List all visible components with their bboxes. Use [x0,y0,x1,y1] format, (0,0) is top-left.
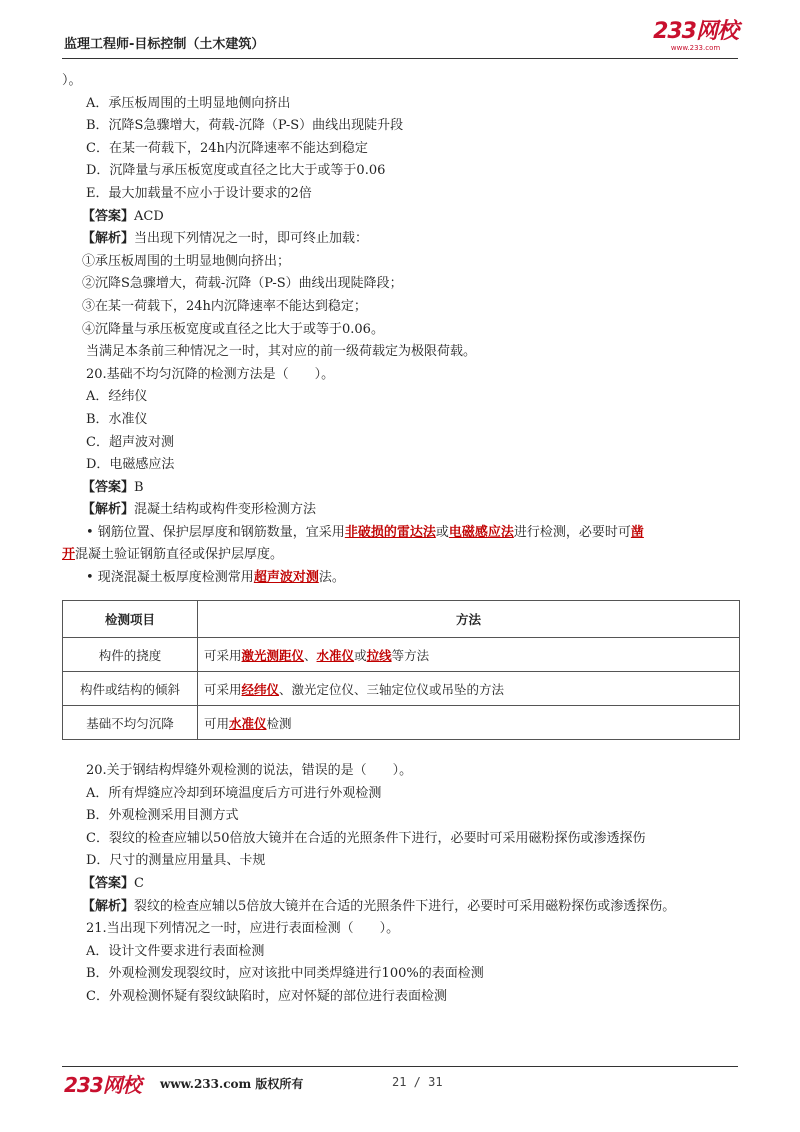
analysis-label: 【解析】 [82,231,135,247]
highlight: 拉线 [366,647,392,663]
answer-label: 【答案】 [82,479,135,495]
table-row [63,638,740,672]
page-footer [62,1066,738,1097]
option-a: A．所有焊缝应冷却到环境温度后方可进行外观检测 [86,785,382,801]
table-cell-item: 基础不均匀沉降 [63,706,198,740]
analysis-title: 混凝土结构或构件变形检测方法 [134,502,317,518]
page-header [62,20,738,59]
highlight: 水准仪 [316,647,355,663]
highlight: 超声波对测 [253,570,319,586]
table-header-cell: 方法 [198,601,740,638]
highlight: 电磁感应法 [448,524,514,540]
text: 或 [435,524,449,540]
option-b: B．水准仪 [86,411,148,427]
text: • 现浇混凝土板厚度检测常用 [86,570,254,586]
highlight: 激光测距仪 [241,647,305,663]
option-a: A．承压板周围的土明显地侧向挤出 [86,95,291,111]
document-title: 监理工程师-目标控制（土木建筑） [64,37,265,52]
method-table [62,600,740,740]
analysis-conclusion: 当满足本条前三种情况之一时，其对应的前一级荷载定为极限荷载。 [86,344,477,360]
analysis-item: ①承压板周围的土明显地侧向挤出； [82,253,291,269]
option-d: D．电磁感应法 [86,457,175,473]
analysis-label: 【解析】 [82,502,135,518]
table-cell-method [198,706,740,740]
answer-value: B [134,479,144,495]
table-row [63,672,740,706]
page-content-lower [62,760,742,1009]
footer-logo: 233网校 [64,1073,141,1097]
analysis-label: 【解析】 [82,898,135,914]
analysis-item: ④沉降量与承压板宽度或直径之比大于或等于0.06。 [82,321,384,337]
option-a: A．经纬仪 [86,389,148,405]
analysis-text: 裂纹的检查应辅以5倍放大镜并在合适的光照条件下进行，必要时可采用磁粉探伤或渗透探伤。 [134,898,676,914]
text: 可采用 [204,647,242,663]
answer-line [62,206,742,229]
text: 检测 [266,715,292,731]
option-e: E．最大加载量不应小于设计要求的2倍 [86,185,312,201]
text: 等方法 [391,647,430,663]
text: 进行检测，必要时可 [513,524,631,540]
analysis-intro: 当出现下列情况之一时，即可终止加载： [134,231,369,247]
option-b: B．外观检测发现裂纹时，应对该批中同类焊缝进行100%的表面检测 [86,966,484,982]
highlight: 水准仪 [229,715,267,731]
option-d: D．尺寸的测量应用量具、卡规 [86,853,266,869]
table-header-cell: 检测项目 [63,601,198,638]
question-stem: 20.基础不均匀沉降的检测方法是（ ）。 [86,366,335,382]
option-c: C．超声波对测 [86,434,174,450]
option-b: B．沉降S急骤增大，荷载-沉降（P-S）曲线出现陡升段 [86,118,404,134]
table-cell-method [198,672,740,706]
text: 、激光定位仪、三轴定位仪或吊坠的方法 [279,681,505,697]
answer-value: ACD [134,208,164,224]
table-row [63,706,740,740]
logo-url: www.233.com [670,44,721,52]
answer-label: 【答案】 [82,875,135,891]
text: 混凝土验证钢筋直径或保护层厚度。 [75,547,284,563]
option-c: C．裂纹的检查应辅以50倍放大镜并在合适的光照条件下进行，必要时可采用磁粉探伤或渗透探伤 [86,830,646,846]
question-stem: 21.当出现下列情况之一时，应进行表面检测（ ）。 [86,921,400,937]
option-b: B．外观检测采用目测方式 [86,808,239,824]
analysis-line [62,499,742,522]
answer-line [62,873,742,896]
question-stem: 20.关于钢结构焊缝外观检测的说法，错误的是（ ）。 [86,763,413,778]
text: • 钢筋位置、保护层厚度和钢筋数量，宜采用 [86,524,345,540]
logo-text: 233网校 [653,19,738,44]
table-cell-method [198,638,740,672]
text: 法。 [318,570,345,586]
highlight: 非破损的雷达法 [344,524,436,540]
highlight: 开 [62,547,76,563]
answer-label: 【答案】 [82,208,135,224]
highlight: 凿 [630,524,644,540]
analysis-item: ③在某一荷载下，24h内沉降速率不能达到稳定； [82,298,367,314]
table-cell-item: 构件或结构的倾斜 [63,672,198,706]
option-d: D．沉降量与承压板宽度或直径之比大于或等于0.06 [86,163,386,179]
table-cell-item: 构件的挠度 [63,638,198,672]
answer-value: C [134,875,144,891]
answer-line [62,477,742,500]
text: 、 [304,647,317,663]
bullet-rebar [62,522,742,545]
option-c: C．在某一荷载下，24h内沉降速率不能达到稳定 [86,140,368,156]
text: 可采用 [204,681,242,697]
footer-copyright: www.233.com 版权所有 [160,1077,304,1091]
highlight: 经纬仪 [241,681,280,697]
page-content [62,70,742,590]
analysis-item: ②沉降S急骤增大，荷载-沉降（P-S）曲线出现陡降段； [82,276,403,292]
option-a: A．设计文件要求进行表面检测 [86,943,265,959]
analysis-line [62,896,742,919]
analysis-line [62,228,742,251]
text: 可用 [204,715,230,731]
bullet-slab [62,567,742,590]
table-header-row [63,601,740,638]
option-c: C．外观检测怀疑有裂纹缺陷时，应对怀疑的部位进行表面检测 [86,988,447,1004]
page-number: 21 / 31 [392,1075,443,1089]
text: 或 [354,647,367,663]
bullet-rebar-cont [62,544,742,567]
brand-logo [653,20,738,52]
question-stem-end: ）。 [62,73,82,88]
